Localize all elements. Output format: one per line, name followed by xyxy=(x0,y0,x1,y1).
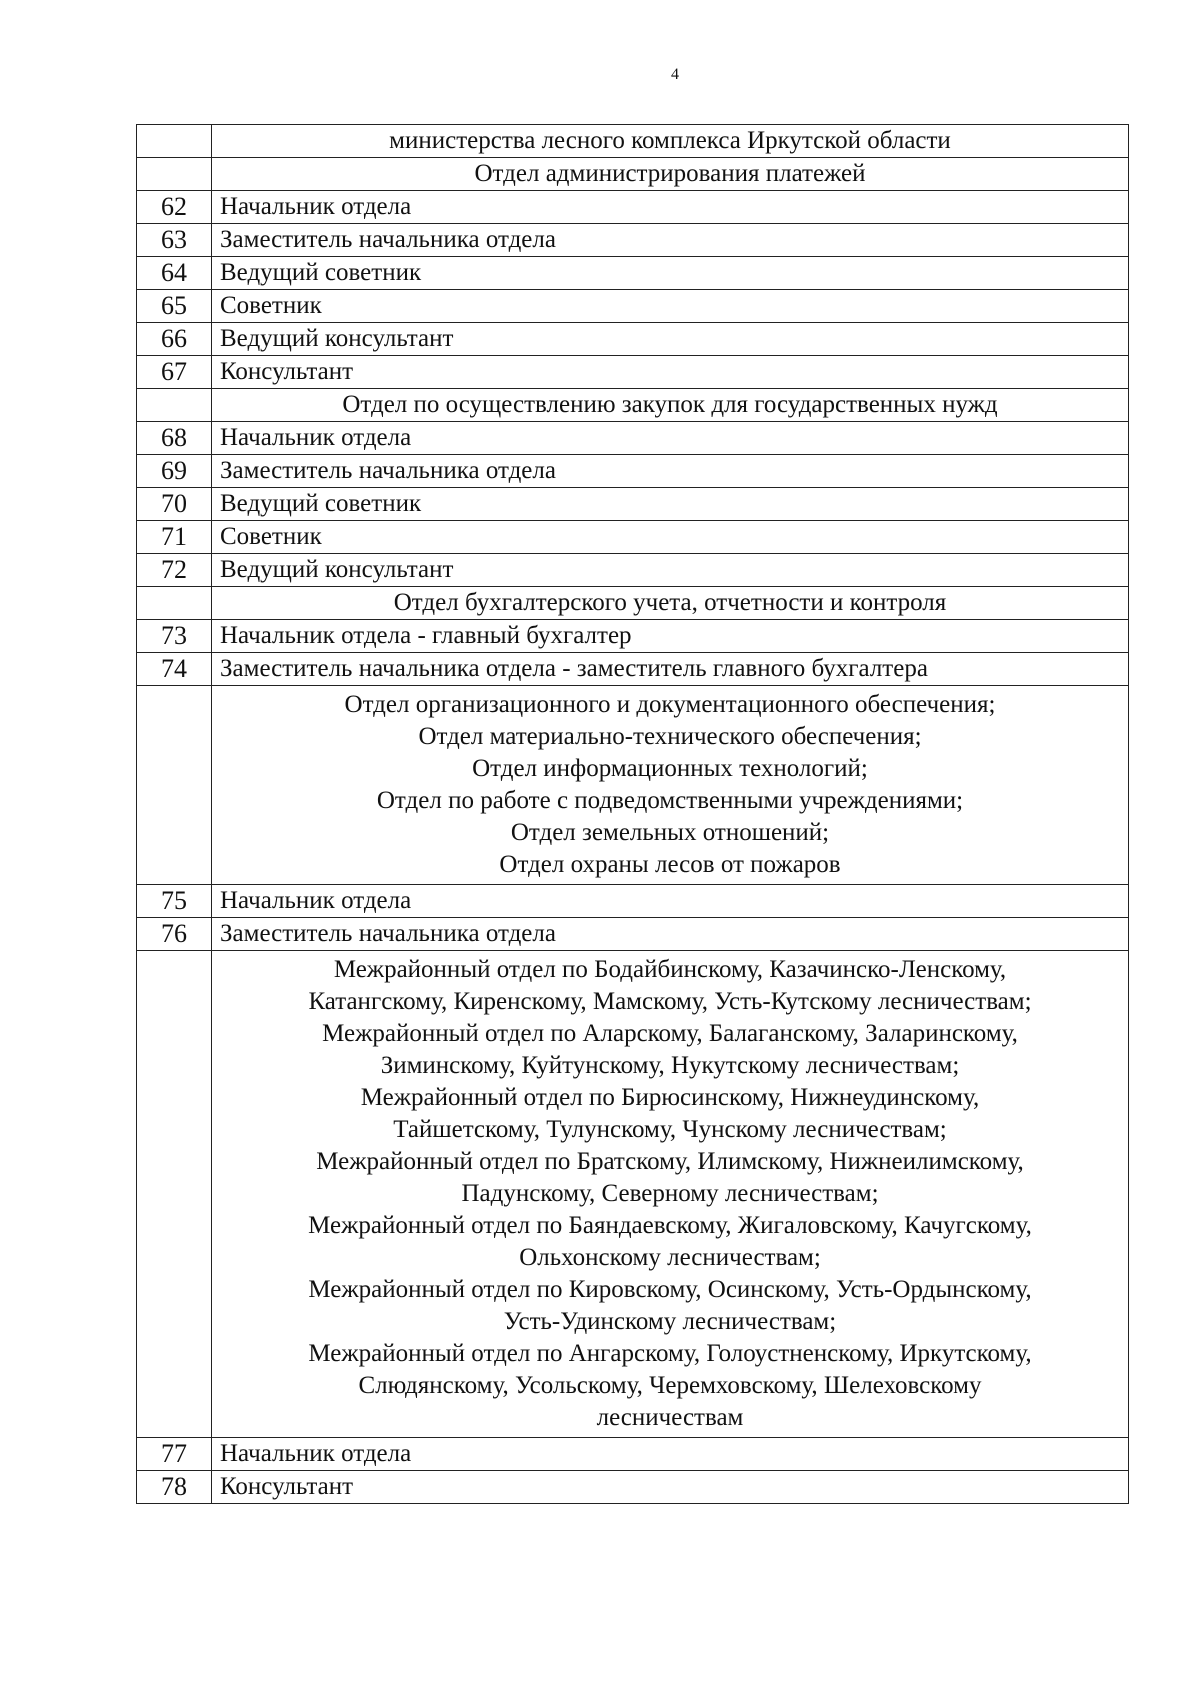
section-row xyxy=(137,587,1129,620)
section-title: Отдел бухгалтерского учета, отчетности и контроля xyxy=(212,587,1129,620)
row-number: 65 xyxy=(137,290,212,323)
position-title: Заместитель начальника отдела xyxy=(212,918,1129,951)
section-title-line: Падунскому, Северному лесничествам; xyxy=(461,1180,879,1207)
section-title-line: Межрайонный отдел по Баяндаевскому, Жигаловскому, Качугскому, xyxy=(308,1212,1032,1239)
position-row xyxy=(137,224,1129,257)
position-title: Заместитель начальника отдела xyxy=(212,224,1129,257)
section-title-line: Слюдянскому, Усольскому, Черемховскому, Шелеховскому xyxy=(358,1372,982,1399)
row-number: 74 xyxy=(137,653,212,686)
section-row xyxy=(137,951,1129,1438)
position-row xyxy=(137,653,1129,686)
position-title: Начальник отдела - главный бухгалтер xyxy=(212,620,1129,653)
section-title-line: Отдел информационных технологий; xyxy=(472,755,868,782)
section-row xyxy=(137,686,1129,885)
row-number: 62 xyxy=(137,191,212,224)
row-number xyxy=(137,158,212,191)
section-title: министерства лесного комплекса Иркутской области xyxy=(212,125,1129,158)
section-title-line: Катангскому, Киренскому, Мамскому, Усть-Кутскому лесничествам; xyxy=(308,988,1032,1015)
section-title-line: Межрайонный отдел по Аларскому, Балаганскому, Заларинскому, xyxy=(322,1020,1018,1047)
row-number: 68 xyxy=(137,422,212,455)
section-title-line: Ольхонскому лесничествам; xyxy=(519,1244,821,1271)
position-row xyxy=(137,257,1129,290)
section-title-line: Отдел земельных отношений; xyxy=(510,819,830,846)
row-number: 64 xyxy=(137,257,212,290)
position-row xyxy=(137,885,1129,918)
section-title-line: Межрайонный отдел по Бирюсинскому, Нижнеудинскому, xyxy=(360,1084,980,1111)
section-title: Отдел администрирования платежей xyxy=(212,158,1129,191)
position-row xyxy=(137,1471,1129,1504)
position-title: Ведущий консультант xyxy=(212,554,1129,587)
position-row xyxy=(137,488,1129,521)
position-row xyxy=(137,455,1129,488)
section-title-line: Отдел материально-технического обеспечения; xyxy=(418,723,922,750)
section-row xyxy=(137,389,1129,422)
staff-positions-table xyxy=(136,124,1129,1504)
row-number: 66 xyxy=(137,323,212,356)
position-title: Начальник отдела xyxy=(212,191,1129,224)
row-number: 67 xyxy=(137,356,212,389)
section-title-line: Усть-Удинскому лесничествам; xyxy=(503,1308,837,1335)
position-title: Начальник отдела xyxy=(212,1438,1129,1471)
position-title: Начальник отдела xyxy=(212,885,1129,918)
section-title-line: Межрайонный отдел по Кировскому, Осинскому, Усть-Ордынскому, xyxy=(308,1276,1032,1303)
position-row xyxy=(137,918,1129,951)
row-number xyxy=(137,686,212,885)
position-row xyxy=(137,554,1129,587)
position-row xyxy=(137,323,1129,356)
section-title-line: Отдел охраны лесов от пожаров xyxy=(499,851,841,878)
section-title-line: лесничествам xyxy=(596,1404,744,1431)
section-title-line: Тайшетскому, Тулунскому, Чунскому лесничествам; xyxy=(393,1116,947,1143)
row-number: 78 xyxy=(137,1471,212,1504)
section-title xyxy=(212,686,1129,885)
section-title-line: Межрайонный отдел по Братскому, Илимскому, Нижнеилимскому, xyxy=(316,1148,1024,1175)
page-number: 4 xyxy=(671,66,679,83)
row-number: 72 xyxy=(137,554,212,587)
row-number xyxy=(137,587,212,620)
position-row xyxy=(137,290,1129,323)
position-title: Консультант xyxy=(212,1471,1129,1504)
position-title: Консультант xyxy=(212,356,1129,389)
section-row xyxy=(137,158,1129,191)
position-row xyxy=(137,620,1129,653)
position-row xyxy=(137,191,1129,224)
row-number: 63 xyxy=(137,224,212,257)
position-title: Ведущий консультант xyxy=(212,323,1129,356)
row-number: 70 xyxy=(137,488,212,521)
position-title: Советник xyxy=(212,521,1129,554)
position-title: Ведущий советник xyxy=(212,488,1129,521)
row-number: 73 xyxy=(137,620,212,653)
table-body xyxy=(137,125,1129,1504)
section-title xyxy=(212,951,1129,1438)
row-number: 76 xyxy=(137,918,212,951)
row-number: 71 xyxy=(137,521,212,554)
position-title: Заместитель начальника отдела xyxy=(212,455,1129,488)
section-title-line: Отдел по работе с подведомственными учреждениями; xyxy=(376,787,964,814)
row-number: 69 xyxy=(137,455,212,488)
position-title: Заместитель начальника отдела - заместитель главного бухгалтера xyxy=(212,653,1129,686)
row-number xyxy=(137,389,212,422)
row-number: 75 xyxy=(137,885,212,918)
row-number xyxy=(137,951,212,1438)
position-row xyxy=(137,356,1129,389)
section-row xyxy=(137,125,1129,158)
row-number xyxy=(137,125,212,158)
section-title-line: Отдел организационного и документационного обеспечения; xyxy=(344,691,996,718)
position-row xyxy=(137,1438,1129,1471)
position-title: Начальник отдела xyxy=(212,422,1129,455)
position-title: Советник xyxy=(212,290,1129,323)
row-number: 77 xyxy=(137,1438,212,1471)
section-title-line: Межрайонный отдел по Ангарскому, Голоустненскому, Иркутскому, xyxy=(308,1340,1032,1367)
section-title: Отдел по осуществлению закупок для государственных нужд xyxy=(212,389,1129,422)
position-row xyxy=(137,422,1129,455)
section-title-line: Межрайонный отдел по Бодайбинскому, Казачинско-Ленскому, xyxy=(333,956,1007,983)
section-title-line: Зиминскому, Куйтунскому, Нукутскому лесничествам; xyxy=(380,1052,960,1079)
position-row xyxy=(137,521,1129,554)
position-title: Ведущий советник xyxy=(212,257,1129,290)
